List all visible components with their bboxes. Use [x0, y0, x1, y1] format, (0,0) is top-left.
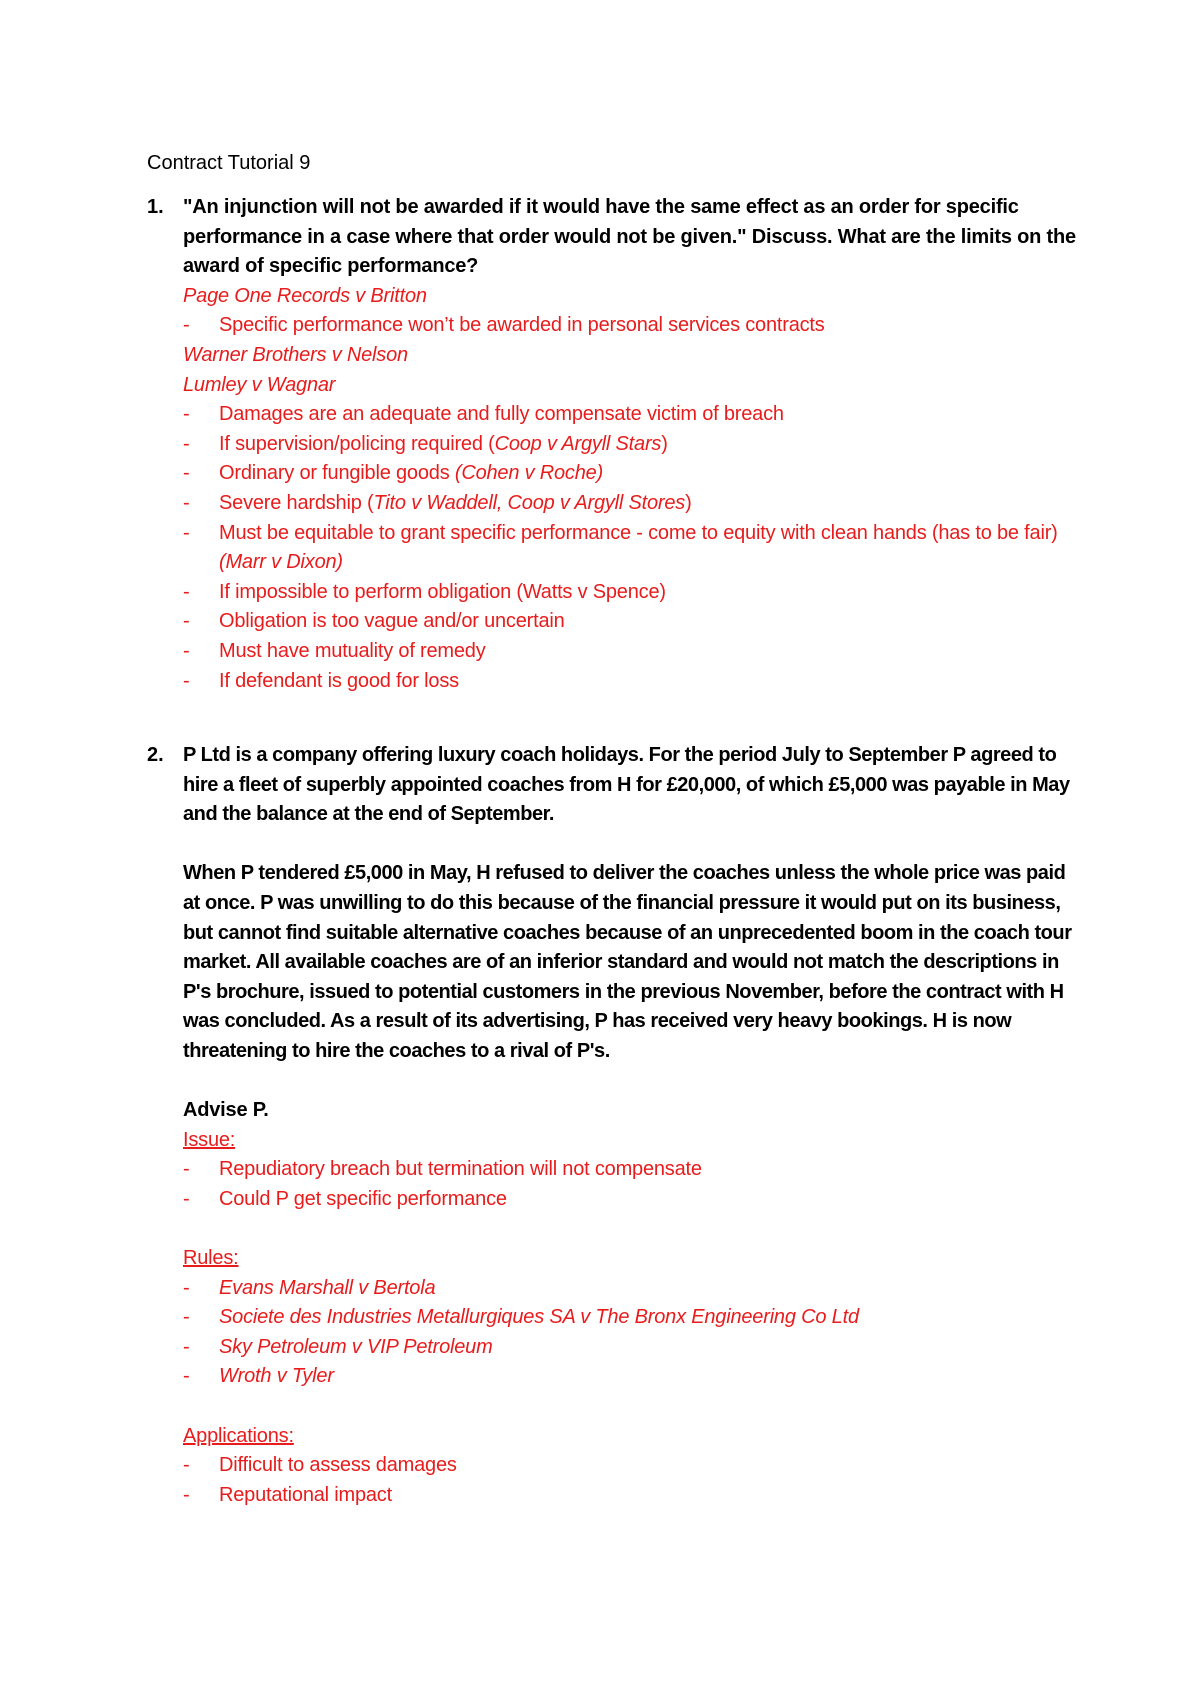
applications-item: - Difficult to assess damages: [183, 1454, 457, 1477]
rules-heading: Rules:: [183, 1247, 239, 1270]
case-page-one-records: Page One Records v Britton: [183, 284, 427, 307]
dash-marker: -: [183, 314, 190, 337]
question-1-text: "An injunction will not be awarded if it would have the same effect as an order for specific performance in a case where that order would not be given." Discuss. What are the limits on the award of specific performance?: [183, 196, 1076, 278]
bullet-equitable: - Must be equitable to grant specific performance - come to equity with clean hands (has to be fair) (Marr v Dixon): [183, 521, 1058, 574]
bullet-damages: - Damages are an adequate and fully compensate victim of breach: [183, 403, 784, 426]
rules-item: - Wroth v Tyler: [183, 1365, 334, 1388]
question-1-number: 1.: [147, 196, 164, 218]
rules-item: - Sky Petroleum v VIP Petroleum: [183, 1335, 493, 1358]
question-2: [147, 741, 1087, 1510]
applications-item: - Reputational impact: [183, 1483, 392, 1506]
spacer: [183, 1067, 1087, 1097]
question-2-number: 2.: [147, 744, 164, 766]
applications-heading: Applications:: [183, 1424, 294, 1447]
spacer: [183, 830, 1087, 860]
bullet-mutuality: - Must have mutuality of remedy: [183, 639, 486, 662]
issue-item: - Repudiatory breach but termination will not compensate: [183, 1158, 702, 1181]
issue-item: - Could P get specific performance: [183, 1187, 507, 1210]
advise-heading: Advise P.: [183, 1099, 269, 1122]
bullet-impossible: - If impossible to perform obligation (Watts v Spence): [183, 580, 666, 603]
rules-item: - Societe des Industries Metallurgiques SA v The Bronx Engineering Co Ltd: [183, 1306, 859, 1329]
case-warner-brothers: Warner Brothers v Nelson: [183, 343, 408, 366]
bullet-supervision: - If supervision/policing required (Coop v Argyll Stars): [183, 432, 668, 455]
bullet-personal-services: - Specific performance won’t be awarded in personal services contracts: [183, 311, 1087, 341]
spacer: [183, 1392, 1087, 1422]
question-1: [147, 193, 1087, 696]
bullet-fungible-goods: - Ordinary or fungible goods (Cohen v Roche): [183, 462, 604, 485]
bullet-defendant-loss: - If defendant is good for loss: [183, 669, 459, 692]
issue-heading: Issue:: [183, 1128, 236, 1151]
document-title: Contract Tutorial 9: [147, 152, 311, 174]
spacer: [183, 1215, 1087, 1245]
bullet-severe-hardship: - Severe hardship (Tito v Waddell, Coop v Argyll Stores): [183, 491, 692, 514]
question-2-paragraph-1: P Ltd is a company offering luxury coach holidays. For the period July to September P agreed to hire a fleet of superbly appointed coaches from H for £20,000, of which £5,000 was payable in May and the balance at the end of September.: [183, 744, 1070, 826]
bullet-vague: - Obligation is too vague and/or uncertain: [183, 610, 565, 633]
case-lumley: Lumley v Wagnar: [183, 373, 336, 396]
question-2-paragraph-2: When P tendered £5,000 in May, H refused to deliver the coaches unless the whole price was paid at once. P was unwilling to do this because of the financial pressure it would put on its business, but cannot find suitable alternative coaches because of an unprecedented boom in the coach tour market. All available coaches are of an inferior standard and would not match the descriptions in P's brochure, issued to potential customers in the previous November, before the contract with H was concluded. As a result of its advertising, P has received very heavy bookings. H is now threatening to hire the coaches to a rival of P's.: [183, 862, 1072, 1062]
rules-item: - Evans Marshall v Bertola: [183, 1276, 436, 1299]
